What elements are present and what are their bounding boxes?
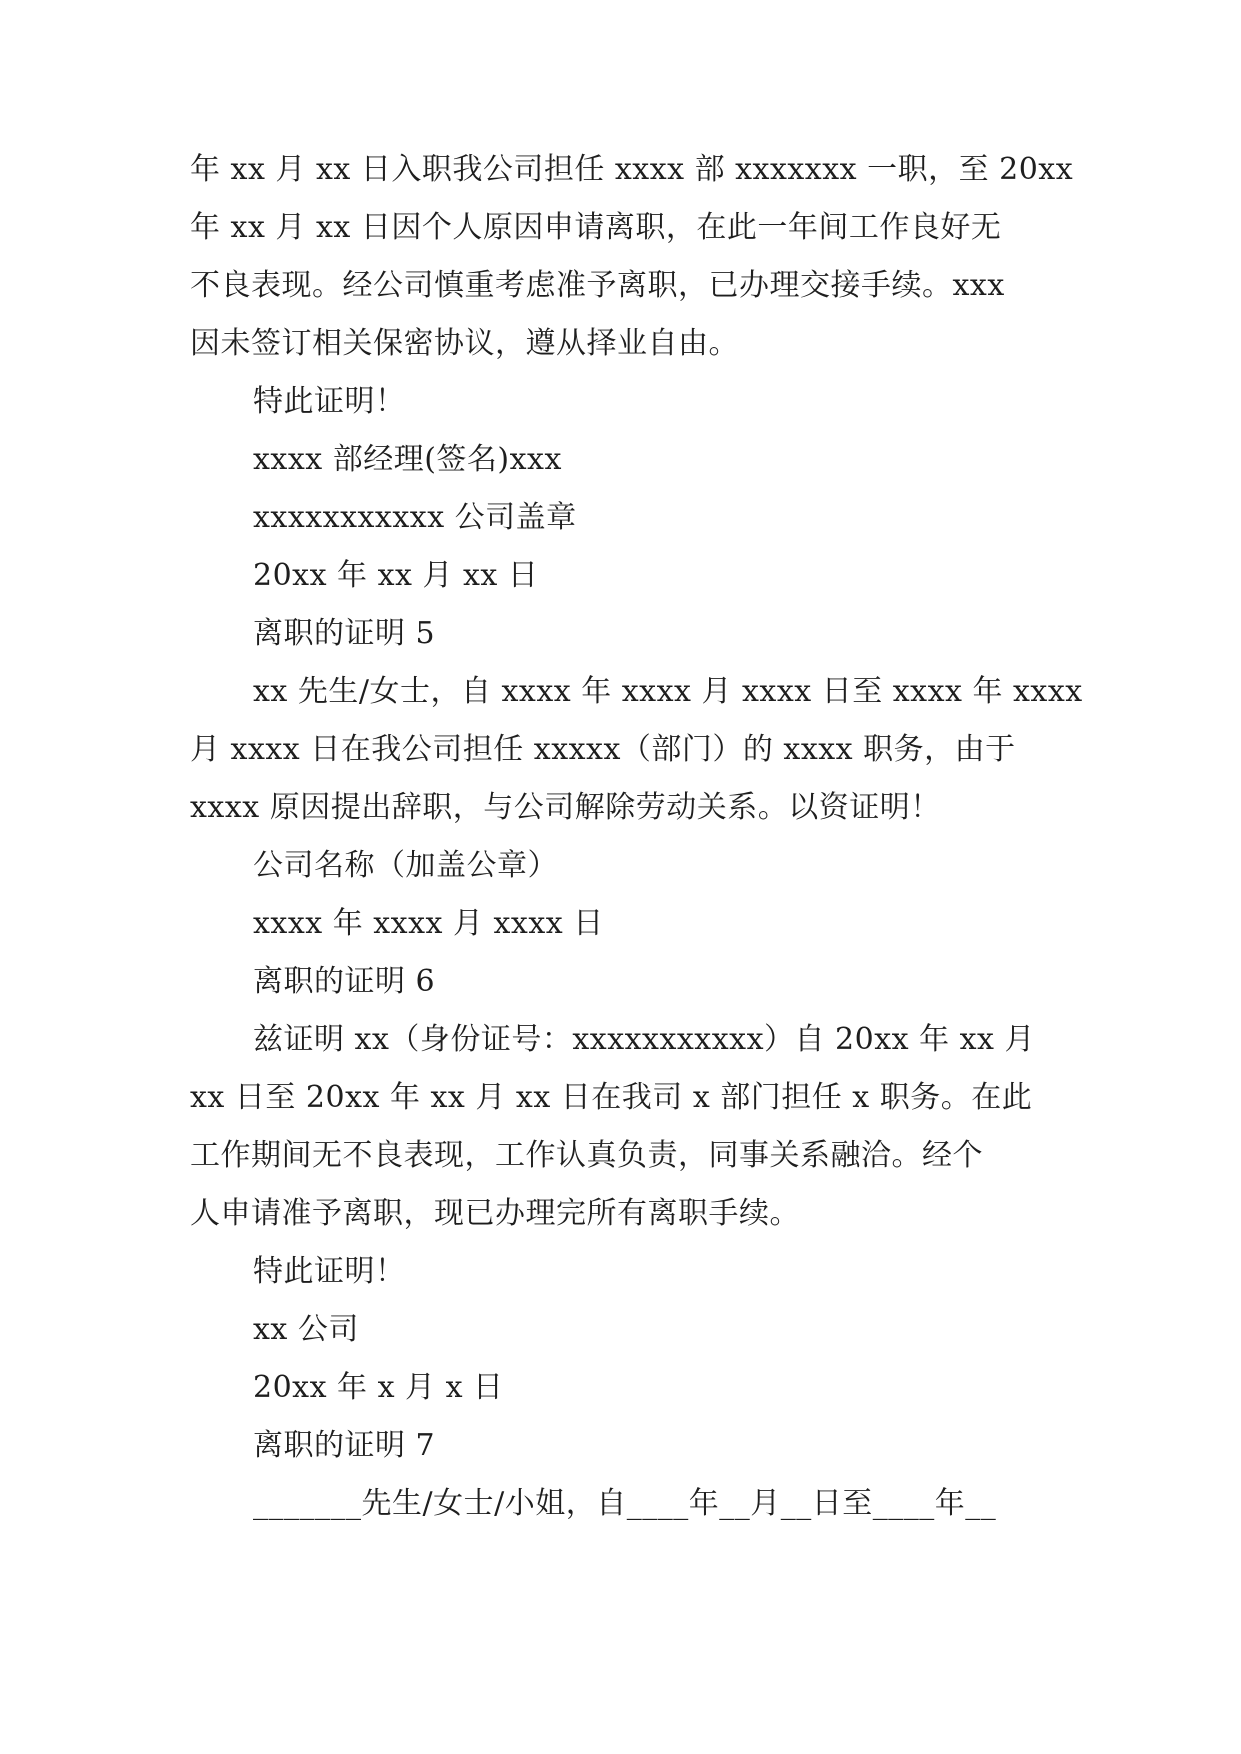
paragraph-7-line-1: _______先生/女士/小姐，自____年__月__日至____年__	[253, 1486, 997, 1521]
paragraph-1-line-3: 不良表现。经公司慎重考虑准予离职，已办理交接手续。xxx	[190, 268, 1005, 303]
date-1: 20xx 年 xx 月 xx 日	[253, 558, 539, 593]
date-6: 20xx 年 x 月 x 日	[253, 1370, 504, 1405]
paragraph-6-line-4: 人申请准予离职，现已办理完所有离职手续。	[190, 1196, 800, 1231]
paragraph-5-line-3: xxxx 原因提出辞职，与公司解除劳动关系。以资证明！	[190, 790, 941, 825]
paragraph-6-line-2: xx 日至 20xx 年 xx 月 xx 日在我司 x 部门担任 x 职务。在此	[190, 1080, 1033, 1115]
paragraph-6-line-1: 兹证明 xx（身份证号：xxxxxxxxxxx）自 20xx 年 xx 月	[253, 1022, 1035, 1057]
manager-signature: xxxx 部经理(签名)xxx	[253, 442, 562, 477]
paragraph-1-line-1: 年 xx 月 xx 日入职我公司担任 xxxx 部 xxxxxxx 一职，至 20xx	[190, 152, 1074, 187]
section-heading-7: 离职的证明 7	[253, 1428, 436, 1463]
paragraph-1-line-2: 年 xx 月 xx 日因个人原因申请离职，在此一年间工作良好无	[190, 210, 1002, 245]
company-6: xx 公司	[253, 1312, 359, 1347]
company-stamp: xxxxxxxxxxx 公司盖章	[253, 500, 577, 535]
paragraph-5-line-2: 月 xxxx 日在我公司担任 xxxxx（部门）的 xxxx 职务，由于	[190, 732, 1016, 767]
paragraph-1-line-4: 因未签订相关保密协议，遵从择业自由。	[190, 326, 739, 361]
closing-1: 特此证明！	[253, 384, 406, 419]
date-5: xxxx 年 xxxx 月 xxxx 日	[253, 906, 604, 941]
closing-6: 特此证明！	[253, 1254, 406, 1289]
section-heading-6: 离职的证明 6	[253, 964, 436, 999]
paragraph-5-line-1: xx 先生/女士，自 xxxx 年 xxxx 月 xxxx 日至 xxxx 年 xxxx	[253, 674, 1083, 709]
section-heading-5: 离职的证明 5	[253, 616, 436, 651]
paragraph-6-line-3: 工作期间无不良表现，工作认真负责，同事关系融洽。经个	[190, 1138, 983, 1173]
company-name-5: 公司名称（加盖公章）	[253, 848, 558, 883]
